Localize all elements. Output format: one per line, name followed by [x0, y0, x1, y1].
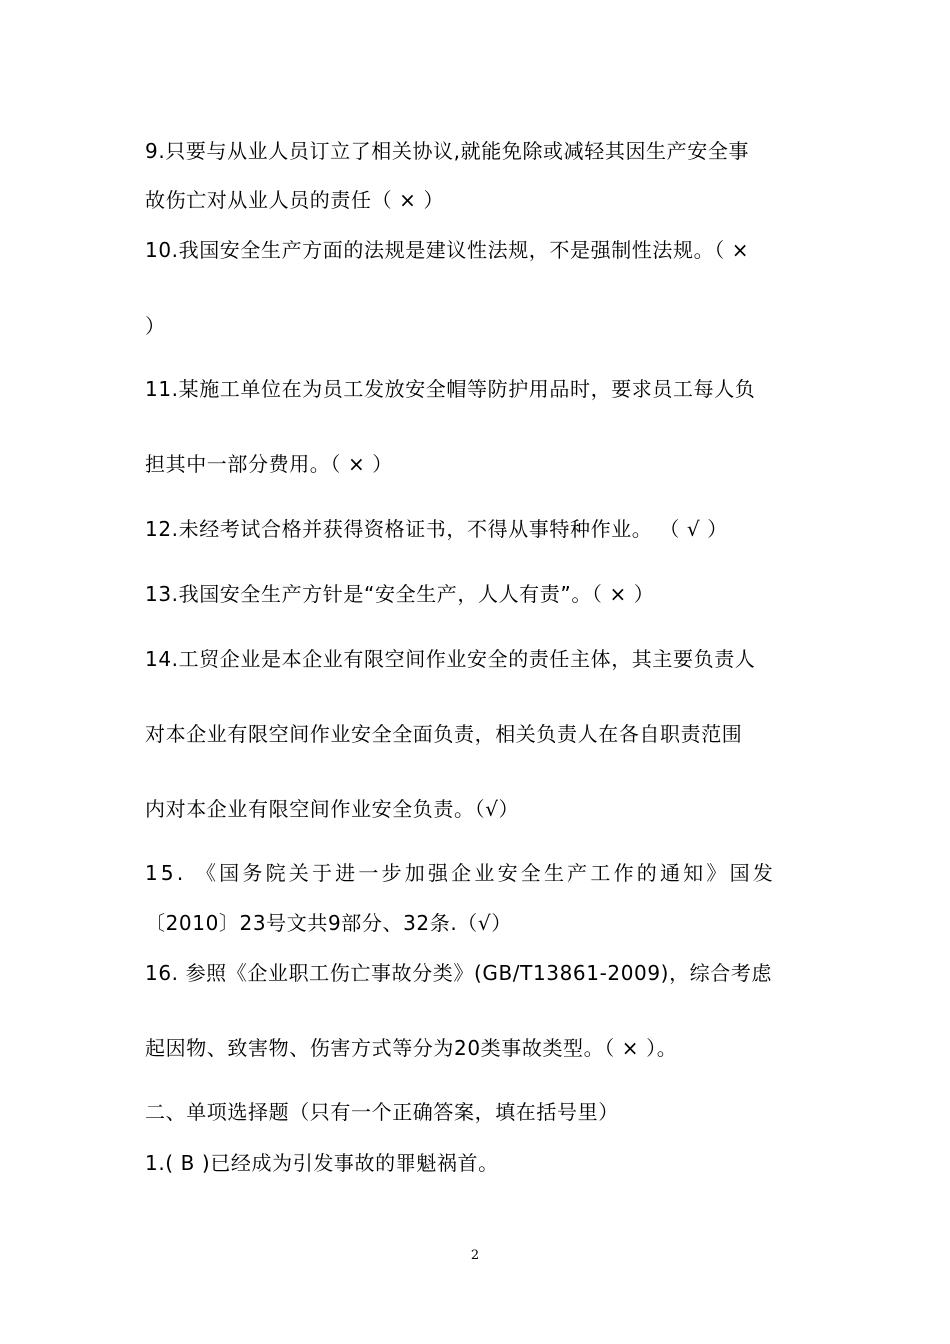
question-16-line-2: 起因物、致害物、伤害方式等分为20类事故类型。（ × ）。 — [145, 1036, 678, 1060]
question-9-line-2: 故伤亡对从业人员的责任（ × ） — [145, 188, 445, 212]
page-number: 2 — [470, 1248, 480, 1263]
question-14-line-2: 对本企业有限空间作业安全全面负责，相关负责人在各自职责范围 — [145, 722, 743, 746]
question-15-line-1: 15. 《国务院关于进一步加强企业安全生产工作的通知》国发 — [145, 861, 776, 885]
question-11-line-1: 11.某施工单位在为员工发放安全帽等防护用品时，要求员工每人负 — [145, 377, 756, 401]
section-heading-single-choice: 二、单项选择题（只有一个正确答案，填在括号里） — [145, 1100, 619, 1124]
question-11-line-2: 担其中一部分费用。（ × ） — [145, 452, 393, 476]
choice-question-1: 1.( B )已经成为引发事故的罪魁祸首。 — [145, 1151, 499, 1175]
question-9-line-1: 9.只要与从业人员订立了相关协议,就能免除或减轻其因生产安全事 — [145, 139, 750, 163]
question-10-line-1: 10.我国安全生产方面的法规是建议性法规，不是强制性法规。（ × — [145, 238, 750, 262]
question-14-line-3: 内对本企业有限空间作业安全负责。（√） — [145, 797, 520, 821]
question-14-line-1: 14.工贸企业是本企业有限空间作业安全的责任主体，其主要负责人 — [145, 647, 756, 671]
question-16-line-1: 16. 参照《企业职工伤亡事故分类》(GB/T13861-2009)，综合考虑 — [145, 961, 773, 985]
question-13: 13.我国安全生产方针是“安全生产，人人有责”。（ × ） — [145, 582, 655, 606]
question-10-line-2: ） — [145, 314, 166, 338]
question-15-line-2: 〔2010〕23号文共9部分、32条.（√） — [145, 911, 512, 935]
question-12: 12.未经考试合格并获得资格证书，不得从事特种作业。 （ √ ） — [145, 517, 728, 541]
